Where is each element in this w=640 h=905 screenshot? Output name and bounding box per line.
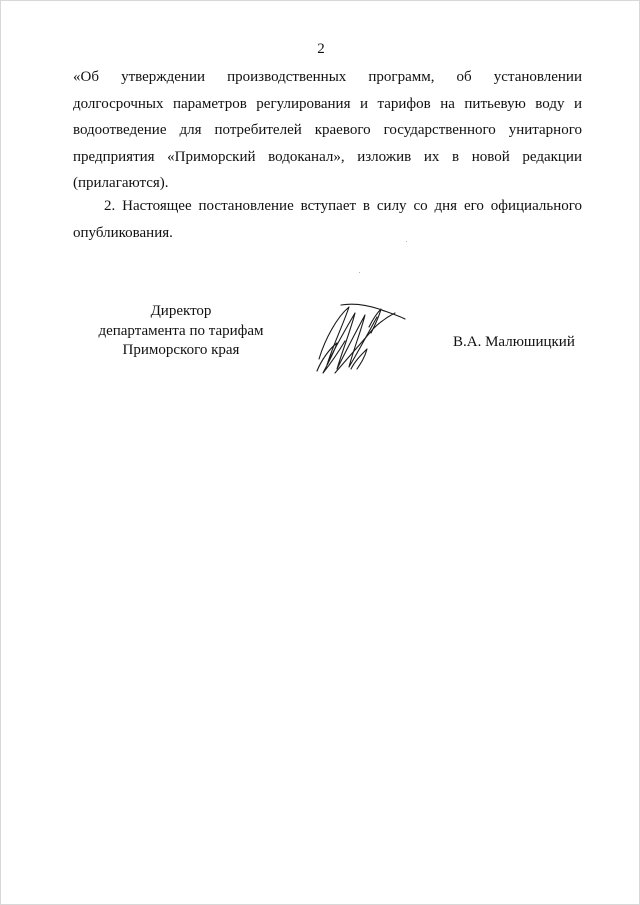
- signer-name: В.А. Малюшицкий: [453, 334, 575, 350]
- position-line: Директор: [150, 303, 212, 319]
- paragraph-resolution-title: «Об утверждении производственных программ, об установлении долгосрочных параметров регулирования и тарифов на питьевую воду и водоотведение для потребителей краевого государственного унитарного предприятия «Приморский водоканал», изложив их в новой редакции (прилагаются).: [73, 69, 582, 191]
- signatory-position: [71, 302, 291, 361]
- position-line: департамента по тарифам: [98, 322, 264, 339]
- position-line: Приморского края: [122, 342, 240, 358]
- scan-speck: [359, 272, 360, 273]
- paragraph-effective-date: 2. Настоящее постановление вступает в силу со дня его официального опубликования.: [73, 198, 582, 241]
- handwritten-signature-icon: [307, 299, 415, 379]
- scan-speck: [406, 241, 407, 242]
- page-number: 2: [317, 41, 325, 57]
